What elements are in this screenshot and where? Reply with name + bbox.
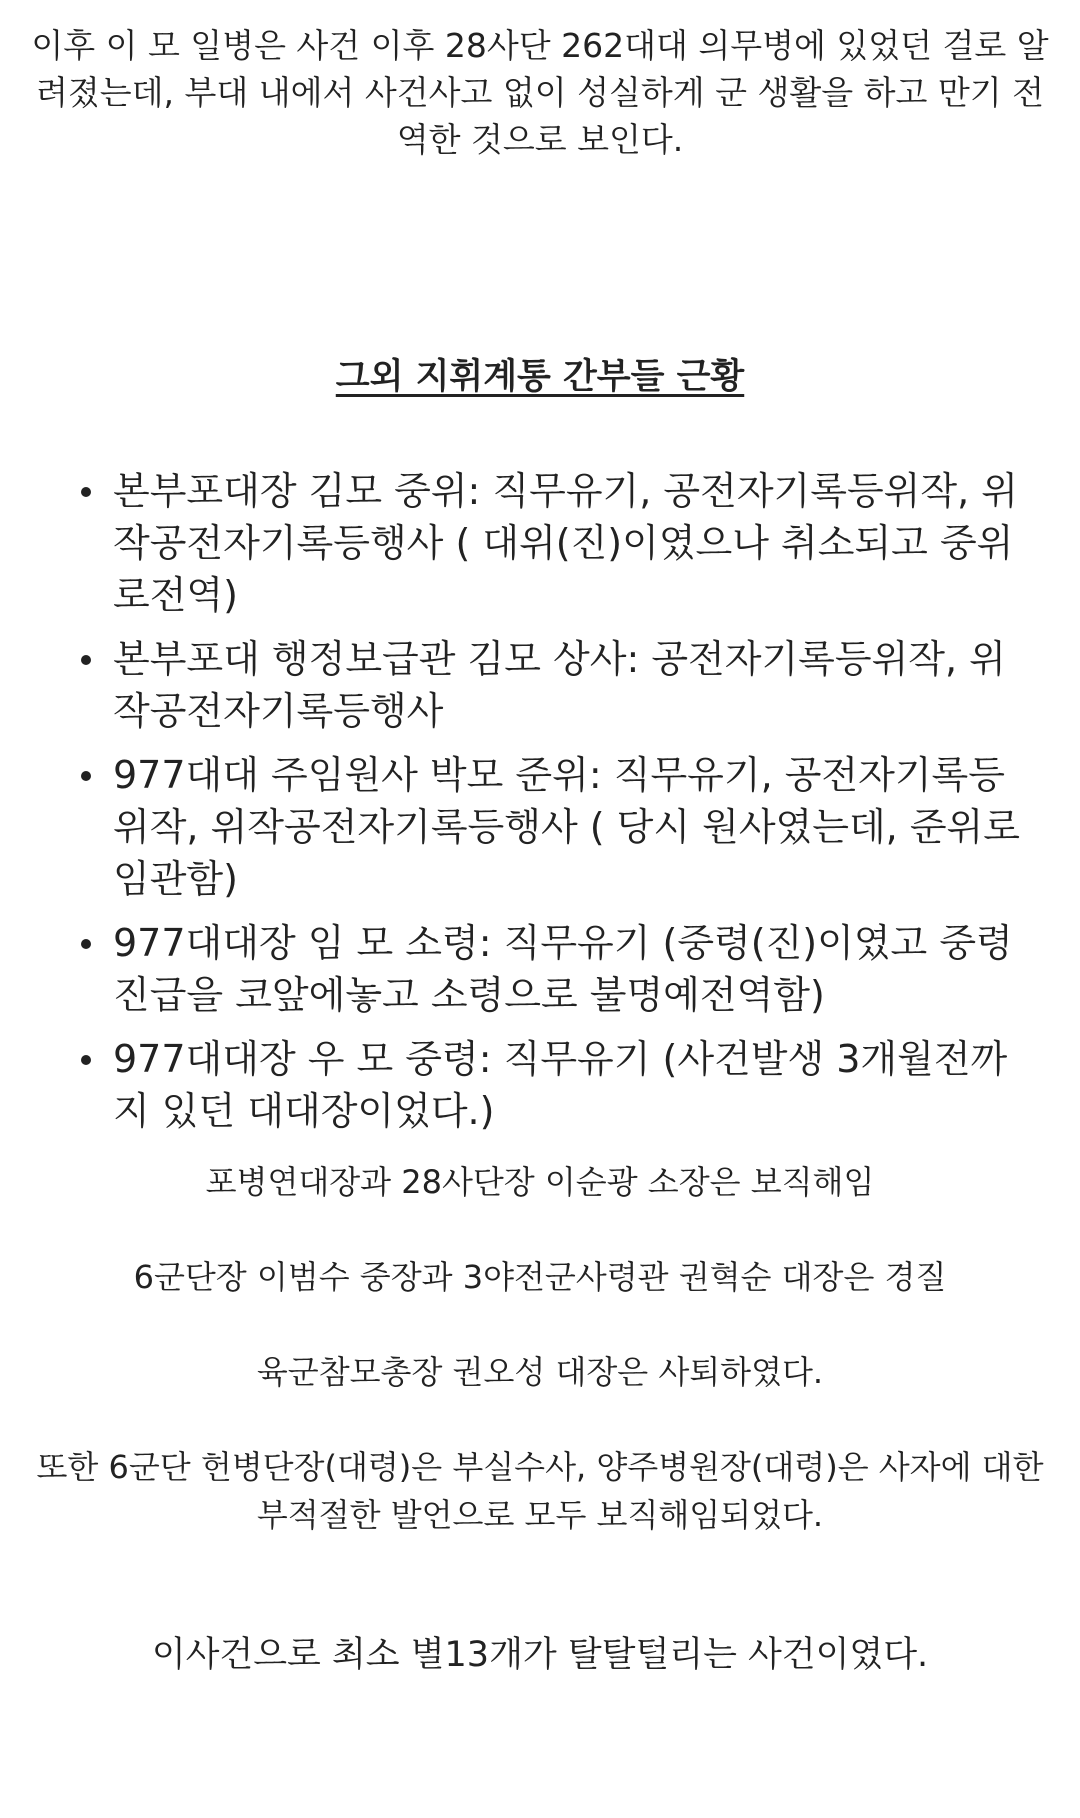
section-heading: 그외 지휘계통 간부들 근황 xyxy=(335,357,745,397)
closing-sentence: 이사건으로 최소 별13개가 탈탈털리는 사건이였다. xyxy=(151,1635,929,1675)
list-item xyxy=(75,917,1035,1021)
list-item-text: 977대대장 우 모 중령: 직무유기 (사건발생 3개월전까지 있던 대대장이었다.) xyxy=(113,1037,1008,1133)
list-item-text: 977대대 주임원사 박모 준위: 직무유기, 공전자기록등위작, 위작공전자기록등행사 ( 당시 원사였는데, 준위로 임관함) xyxy=(113,753,1020,901)
list-item-text: 977대대장 임 모 소령: 직무유기 (중령(진)이였고 중령진급을 코앞에놓고 소령으로 불명예전역함) xyxy=(113,921,1013,1017)
list-item-text: 본부포대장 김모 중위: 직무유기, 공전자기록등위작, 위작공전자기록등행사 ( 대위(진)이였으나 취소되고 중위로전역) xyxy=(113,469,1018,617)
bullet-icon xyxy=(81,1055,91,1065)
paragraph-dismissal: 포병연대장과 28사단장 이순광 소장은 보직해임 xyxy=(205,1163,875,1201)
bullet-icon xyxy=(81,655,91,665)
bullet-icon xyxy=(81,939,91,949)
bullet-icon xyxy=(81,771,91,781)
bullet-icon xyxy=(81,487,91,497)
paragraph-resignation: 육군참모총장 권오성 대장은 사퇴하였다. xyxy=(256,1353,824,1391)
list-item-text: 본부포대 행정보급관 김모 상사: 공전자기록등위작, 위작공전자기록등행사 xyxy=(113,637,1006,733)
list-item xyxy=(75,633,1035,737)
list-item xyxy=(75,465,1035,621)
paragraph-additional-dismissals: 또한 6군단 헌병단장(대령)은 부실수사, 양주병원장(대령)은 사자에 대한 부적절한 발언으로 모두 보직해임되었다. xyxy=(36,1448,1044,1534)
list-item xyxy=(75,749,1035,905)
paragraph-replacement: 6군단장 이범수 중장과 3야전군사령관 권혁순 대장은 경질 xyxy=(133,1258,947,1296)
officer-list xyxy=(75,465,1035,1149)
list-item xyxy=(75,1033,1035,1137)
intro-paragraph: 이후 이 모 일병은 사건 이후 28사단 262대대 의무병에 있었던 걸로 알려졌는데, 부대 내에서 사건사고 없이 성실하게 군 생활을 하고 만기 전역한 것으로 보인다. xyxy=(31,26,1049,159)
